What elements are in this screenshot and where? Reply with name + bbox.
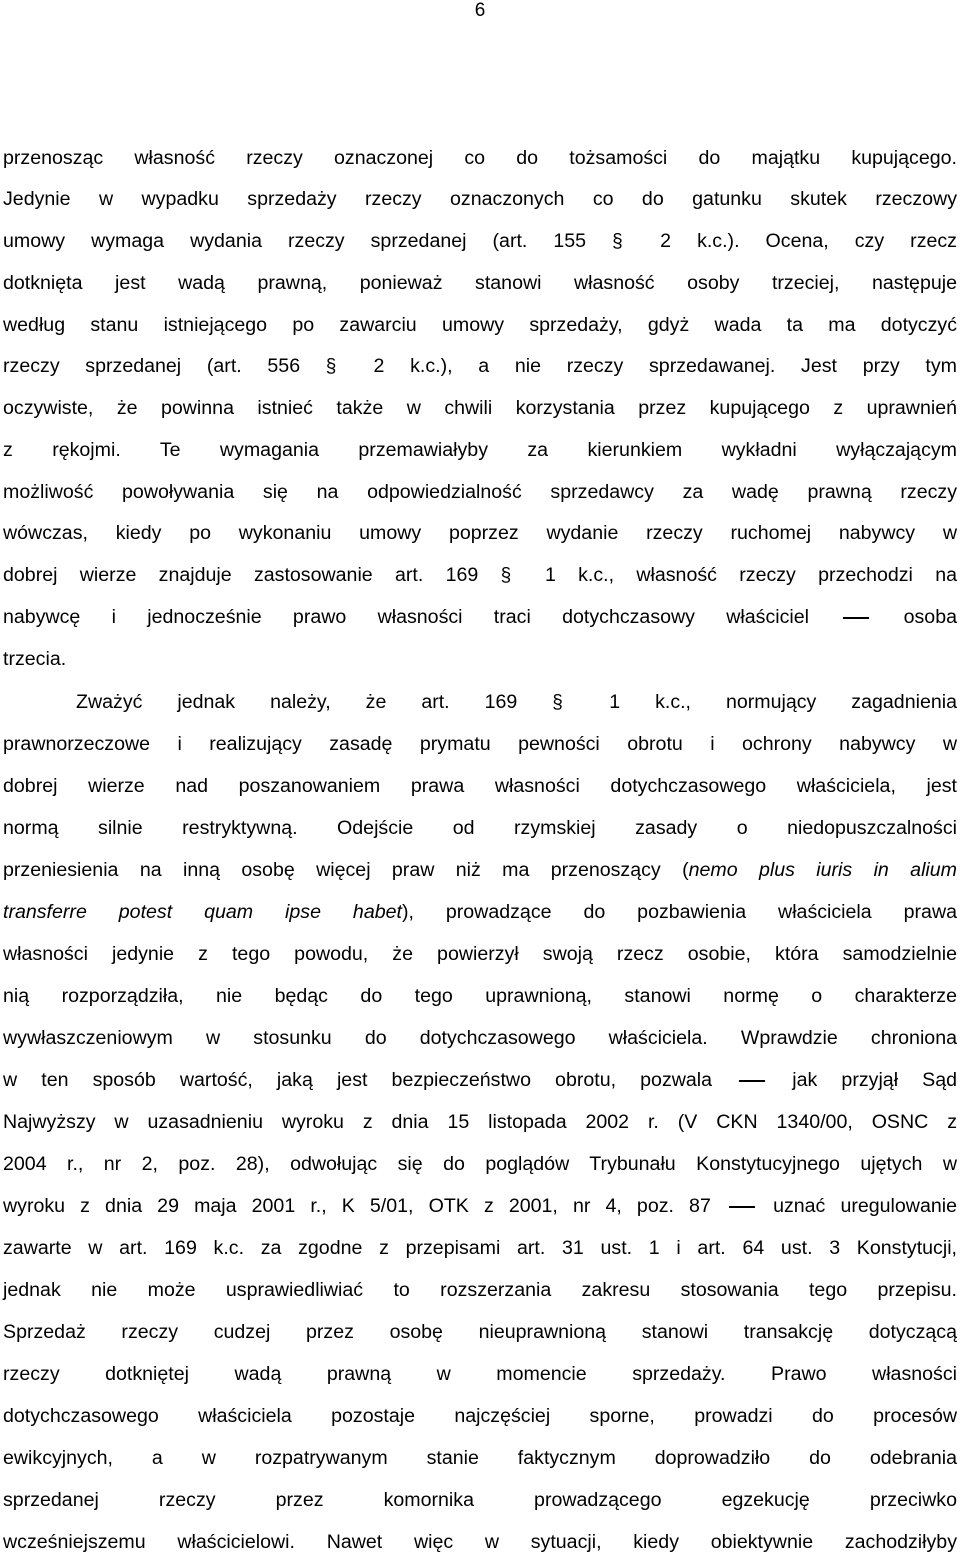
text-line: zawarte w art. 169 k.c. za zgodne z przepisami art. 31 ust. 1 i art. 64 ust. 3 Konstytucji,	[3, 1237, 957, 1259]
text-segment: umowy wymaga wydania rzeczy sprzedanej (art. 155	[3, 230, 587, 252]
text-segment: 2 k.c.). Ocena, czy rzecz	[660, 230, 957, 252]
text-segment: 1 k.c., własność rzeczy przechodzi na	[544, 564, 958, 586]
text-segment: 2 k.c.), a nie rzeczy sprzedawanej. Jest przy tym	[373, 355, 957, 377]
section-sign-icon	[501, 563, 523, 588]
text-line: nią rozporządziła, nie będąc do tego uprawnioną, stanowi normę o charakterze	[3, 985, 957, 1007]
text-segment: w ten sposób wartość, jaką jest bezpieczeństwo obrotu, pozwala	[3, 1069, 713, 1091]
text-line	[3, 900, 957, 924]
text-line: wcześniejszemu właścicielowi. Nawet więc w sytuacji, kiedy obiektywnie zachodziłyby	[3, 1531, 957, 1553]
text-line: ewikcyjnych, a w rozpatrywanym stanie faktycznym doprowadziło do odebrania	[3, 1447, 957, 1469]
text-segment: przeniesienia na inną osobę więcej praw niż ma przenoszący (	[3, 859, 689, 881]
text-segment: dobrej wierze znajduje zastosowanie art. 169	[3, 564, 479, 586]
text-line: wywłaszczeniowym w stosunku do dotychczasowego właściciela. Wprawdzie chroniona	[3, 1027, 957, 1049]
text-segment: ), prowadzące do pozbawienia właściciela prawa	[401, 901, 957, 923]
em-dash-icon	[739, 1080, 765, 1082]
latin-phrase: nemo plus iuris in alium	[688, 859, 957, 881]
text-line: dotychczasowego właściciela pozostaje najczęściej sporne, prowadzi do procesów	[3, 1405, 957, 1427]
text-line: wówczas, kiedy po wykonaniu umowy poprzez wydanie rzeczy ruchomej nabywcy w	[3, 522, 957, 544]
text-line: przenosząc własność rzeczy oznaczonej co do tożsamości do majątku kupującego.	[3, 147, 957, 169]
text-line: Jedynie w wypadku sprzedaży rzeczy oznaczonych co do gatunku skutek rzeczowy	[3, 188, 957, 210]
text-line	[3, 229, 957, 254]
text-segment: rzeczy sprzedanej (art. 556	[3, 355, 301, 377]
text-line: własności jedynie z tego powodu, że powierzył swoją rzecz osobie, która samodzielnie	[3, 943, 957, 965]
text-segment: nabywcę i jednocześnie prawo własności traci dotychczasowy właściciel	[3, 606, 810, 628]
text-line: możliwość powoływania się na odpowiedzialność sprzedawcy za wadę prawną rzeczy	[3, 481, 957, 503]
em-dash-icon	[729, 1206, 755, 1208]
text-line: rzeczy dotkniętej wadą prawną w momencie sprzedaży. Prawo własności	[3, 1363, 957, 1385]
text-segment: Zważyć jednak należy, że art. 169	[76, 691, 518, 713]
text-line: normą silnie restryktywną. Odejście od rzymskiej zasady o niedopuszczalności	[3, 817, 957, 839]
section-sign-icon	[612, 229, 634, 254]
text-line: oczywiste, że powinna istnieć także w chwili korzystania przez kupującego z uprawnień	[3, 397, 957, 419]
text-line	[3, 1068, 957, 1092]
text-line: trzecia.	[3, 648, 67, 670]
section-sign-icon	[326, 354, 348, 379]
text-line	[3, 858, 957, 882]
text-line: z rękojmi. Te wymagania przemawiałyby za kierunkiem wykładni wyłączającym	[3, 439, 957, 461]
text-line	[76, 690, 957, 715]
text-line	[3, 563, 957, 588]
text-line: Najwyższy w uzasadnieniu wyroku z dnia 15 listopada 2002 r. (V CKN 1340/00, OSNC z	[3, 1111, 957, 1133]
text-segment: 1 k.c., normujący zagadnienia	[609, 691, 957, 713]
text-segment: osoba	[903, 606, 957, 628]
text-segment: wyroku z dnia 29 maja 2001 r., K 5/01, OTK z 2001, nr 4, poz. 87	[3, 1195, 711, 1217]
text-line	[3, 605, 957, 629]
page-number: 6	[474, 0, 486, 21]
text-line	[3, 354, 957, 379]
text-line: dotknięta jest wadą prawną, ponieważ stanowi własność osoby trzeciej, następuje	[3, 272, 957, 294]
text-line: sprzedanej rzeczy przez komornika prowadzącego egzekucję przeciwko	[3, 1489, 957, 1511]
text-line: Sprzedaż rzeczy cudzej przez osobę nieuprawnioną stanowi transakcję dotyczącą	[3, 1321, 957, 1343]
text-segment: uznać uregulowanie	[773, 1195, 957, 1217]
text-line: według stanu istniejącego po zawarciu umowy sprzedaży, gdyż wada ta ma dotyczyć	[3, 314, 957, 336]
latin-phrase: transferre potest quam ipse habet	[3, 901, 402, 923]
section-sign-icon	[552, 690, 574, 715]
text-line: jednak nie może usprawiedliwiać to rozszerzania zakresu stosowania tego przepisu.	[3, 1279, 957, 1301]
text-line: prawnorzeczowe i realizujący zasadę prymatu pewności obrotu i ochrony nabywcy w	[3, 733, 957, 755]
text-line: dobrej wierze nad poszanowaniem prawa własności dotychczasowego właściciela, jest	[3, 775, 957, 797]
text-line	[3, 1194, 957, 1218]
text-segment: jak przyjął Sąd	[792, 1069, 958, 1091]
em-dash-icon	[843, 617, 869, 619]
text-line: 2004 r., nr 2, poz. 28), odwołując się do poglądów Trybunału Konstytucyjnego ujętych w	[3, 1153, 957, 1175]
